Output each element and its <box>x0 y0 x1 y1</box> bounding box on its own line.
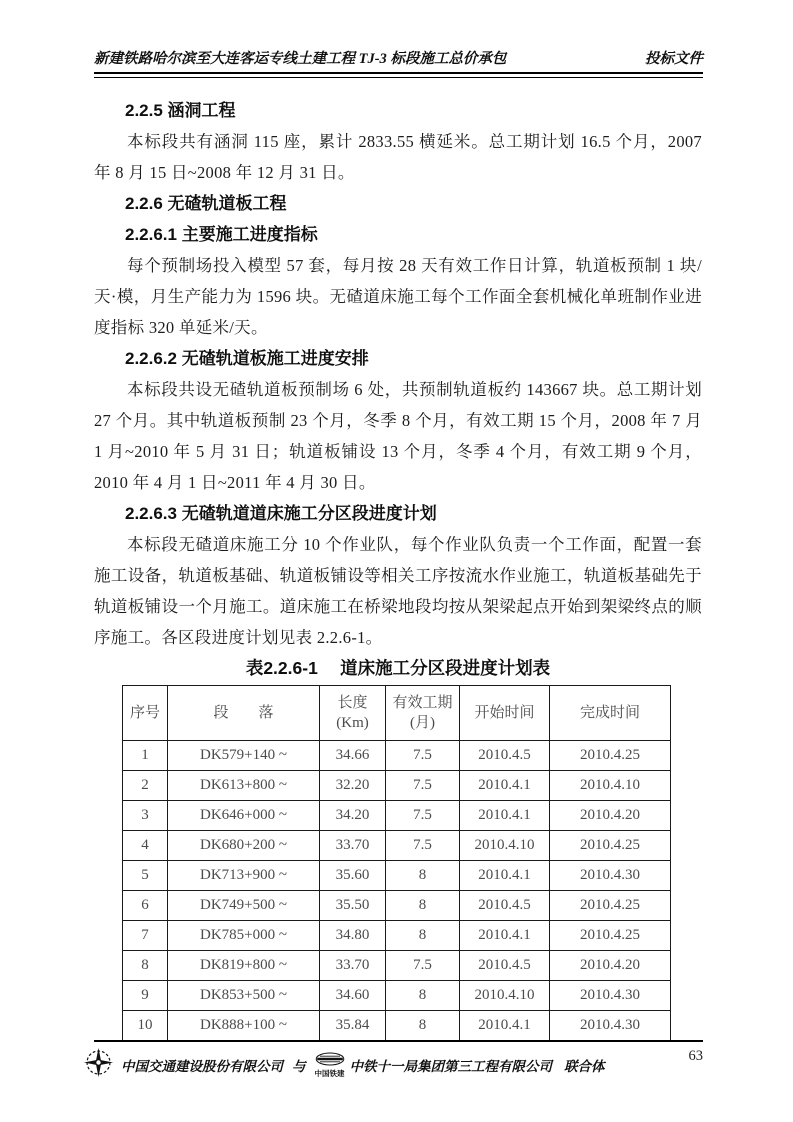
header-section: 段 落 <box>168 686 320 741</box>
header-duration-line1: 有效工期 <box>392 695 453 711</box>
table-row <box>123 801 671 831</box>
page-content <box>94 95 702 1041</box>
cell-finish: 2010.4.30 <box>550 981 671 1011</box>
running-header <box>94 47 703 68</box>
table-row <box>123 831 671 861</box>
section-heading-2-2-6-3: 2.2.6.3 无碴轨道道床施工分区段进度计划 <box>125 504 437 523</box>
cell-start: 2010.4.5 <box>460 891 550 921</box>
cell-section: DK613+800 ~ <box>168 771 320 801</box>
cell-section: DK749+500 ~ <box>168 891 320 921</box>
cell-seq: 3 <box>123 801 168 831</box>
header-double-rule <box>94 72 703 78</box>
footer-conjunction: 与 <box>292 1058 306 1074</box>
cell-section: DK680+200 ~ <box>168 831 320 861</box>
cell-seq: 4 <box>123 831 168 861</box>
cell-finish: 2010.4.25 <box>550 831 671 861</box>
cell-duration: 7.5 <box>386 741 460 771</box>
schedule-table-body <box>123 741 671 1041</box>
table-row <box>123 951 671 981</box>
schedule-table <box>122 685 671 1041</box>
section-heading-2-2-6-2: 2.2.6.2 无碴轨道板施工进度安排 <box>125 349 369 368</box>
header-length-line1: 长度 <box>337 695 368 711</box>
crcc-logo-label: 中国铁建 <box>314 1068 345 1078</box>
cell-start: 2010.4.10 <box>460 831 550 861</box>
cell-length: 34.80 <box>320 921 386 951</box>
cell-seq: 9 <box>123 981 168 1011</box>
cell-length: 35.84 <box>320 1011 386 1041</box>
cell-duration: 8 <box>386 921 460 951</box>
footer-joint-venture-label: 联合体 <box>564 1058 605 1074</box>
cell-section: DK646+000 ~ <box>168 801 320 831</box>
header-project-title: 新建铁路哈尔滨至大连客运专线土建工程 TJ-3 标段施工总价承包 <box>94 51 507 67</box>
cell-seq: 7 <box>123 921 168 951</box>
schedule-table-head <box>123 686 671 741</box>
cell-duration: 7.5 <box>386 951 460 981</box>
cell-duration: 8 <box>386 1011 460 1041</box>
cell-start: 2010.4.1 <box>460 771 550 801</box>
table-title: 表2.2.6-1 道床施工分区段进度计划表 <box>245 658 551 678</box>
cell-duration: 7.5 <box>386 771 460 801</box>
table-header-row <box>123 686 671 741</box>
cell-length: 34.66 <box>320 741 386 771</box>
cell-duration: 8 <box>386 861 460 891</box>
cell-length: 32.20 <box>320 771 386 801</box>
cell-duration: 7.5 <box>386 801 460 831</box>
crcc-logo-block <box>315 1052 345 1078</box>
cell-start: 2010.4.1 <box>460 861 550 891</box>
cell-seq: 8 <box>123 951 168 981</box>
header-finish: 完成时间 <box>550 686 671 741</box>
cell-length: 34.20 <box>320 801 386 831</box>
cell-section: DK713+900 ~ <box>168 861 320 891</box>
cell-section: DK853+500 ~ <box>168 981 320 1011</box>
cell-start: 2010.4.1 <box>460 1011 550 1041</box>
cell-length: 35.50 <box>320 891 386 921</box>
cell-section: DK579+140 ~ <box>168 741 320 771</box>
cell-finish: 2010.4.10 <box>550 771 671 801</box>
cell-length: 34.60 <box>320 981 386 1011</box>
cell-start: 2010.4.10 <box>460 981 550 1011</box>
paragraph-culvert: 本标段共有涵洞 115 座，累计 2833.55 横延米。总工期计划 16.5 个月，2007 年 8 月 15 日~2008 年 12 月 31 日。 <box>94 132 702 182</box>
header-doc-type: 投标文件 <box>645 51 703 67</box>
cell-finish: 2010.4.25 <box>550 921 671 951</box>
header-duration <box>386 686 460 741</box>
cell-seq: 2 <box>123 771 168 801</box>
header-seq: 序号 <box>123 686 168 741</box>
table-row <box>123 1011 671 1041</box>
header-length-line2: (Km) <box>336 715 369 731</box>
cell-finish: 2010.4.20 <box>550 951 671 981</box>
table-row <box>123 741 671 771</box>
cell-start: 2010.4.5 <box>460 741 550 771</box>
cell-finish: 2010.4.25 <box>550 741 671 771</box>
section-heading-2-2-6-1: 2.2.6.1 主要施工进度指标 <box>125 225 318 244</box>
cell-finish: 2010.4.20 <box>550 801 671 831</box>
cell-duration: 8 <box>386 981 460 1011</box>
paragraph-progress-index: 每个预制场投入模型 57 套，每月按 28 天有效工作日计算，轨道板预制 1 块/天·模，月生产能力为 1596 块。无碴道床施工每个工作面全套机械化单班制作业进度指标 320 单延米/天。 <box>94 256 702 337</box>
cell-section: DK888+100 ~ <box>168 1011 320 1041</box>
crcc-logo-icon <box>315 1052 345 1070</box>
footer-company-crcc: 中铁十一局集团第三工程有限公司 <box>349 1058 552 1074</box>
cell-section: DK819+800 ~ <box>168 951 320 981</box>
table-row <box>123 921 671 951</box>
cell-finish: 2010.4.30 <box>550 861 671 891</box>
paragraph-slab-schedule: 本标段共设无碴轨道板预制场 6 处，共预制轨道板约 143667 块。总工期计划 27 个月。其中轨道板预制 23 个月，冬季 8 个月，有效工期 15 个月，2008 年 7 月 1 月~2010 年 5 月 31 日；轨道板铺设 13 个月，冬季 4 个月，有效工期 9 个月，2010 年 4 月 1 日~2011 年 4 月 30 日。 <box>94 380 702 492</box>
header-start: 开始时间 <box>460 686 550 741</box>
page-number: 63 <box>688 1048 703 1064</box>
cell-seq: 5 <box>123 861 168 891</box>
cell-seq: 6 <box>123 891 168 921</box>
table-row <box>123 861 671 891</box>
cell-start: 2010.4.5 <box>460 951 550 981</box>
cell-seq: 1 <box>123 741 168 771</box>
table-row <box>123 981 671 1011</box>
section-heading-2-2-5: 2.2.5 涵洞工程 <box>125 101 236 120</box>
footer-rule <box>94 1040 703 1042</box>
cell-section: DK785+000 ~ <box>168 921 320 951</box>
cell-duration: 7.5 <box>386 831 460 861</box>
cell-length: 33.70 <box>320 951 386 981</box>
cccc-logo-icon <box>82 1046 115 1083</box>
cell-finish: 2010.4.30 <box>550 1011 671 1041</box>
cell-length: 35.60 <box>320 861 386 891</box>
cell-start: 2010.4.1 <box>460 921 550 951</box>
page-footer <box>82 1046 605 1083</box>
table-row <box>123 771 671 801</box>
cell-seq: 10 <box>123 1011 168 1041</box>
paragraph-zone-plan: 本标段无碴道床施工分 10 个作业队，每个作业队负责一个工作面，配置一套施工设备，轨道板基础、轨道板铺设等相关工序按流水作业施工，轨道板基础先于轨道板铺设一个月施工。道床施工在桥梁地段均按从架梁起点开始到架梁终点的顺序施工。各区段进度计划见表 2.2.6-1。 <box>94 535 702 647</box>
table-row <box>123 891 671 921</box>
header-length <box>320 686 386 741</box>
cell-length: 33.70 <box>320 831 386 861</box>
header-duration-line2: (月) <box>410 715 435 731</box>
cell-start: 2010.4.1 <box>460 801 550 831</box>
section-heading-2-2-6: 2.2.6 无碴轨道板工程 <box>125 194 287 213</box>
cell-finish: 2010.4.25 <box>550 891 671 921</box>
cell-duration: 8 <box>386 891 460 921</box>
footer-company-cccc: 中国交通建设股份有限公司 <box>121 1058 283 1074</box>
